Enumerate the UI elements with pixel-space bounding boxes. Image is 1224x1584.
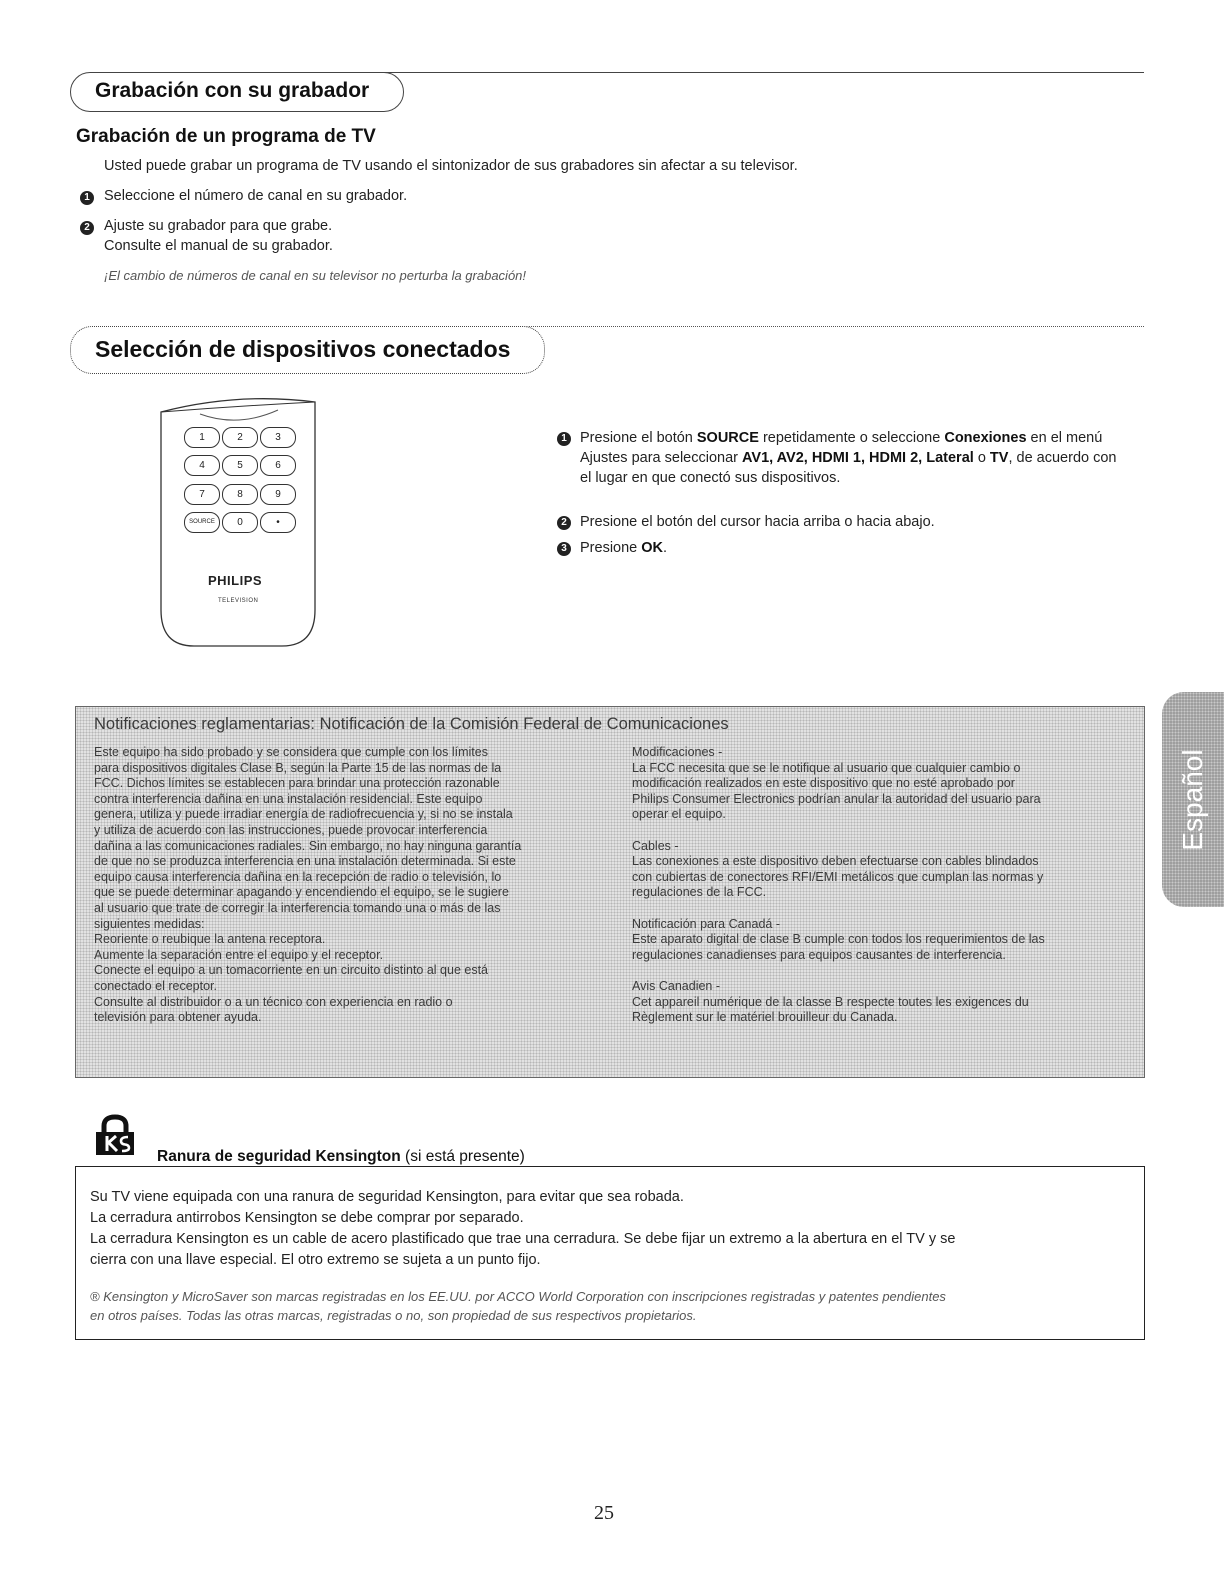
fcc-right-line: La FCC necesita que se le notifique al usuario que cualquier cambio o xyxy=(632,760,1021,775)
fcc-notice-box xyxy=(75,706,1145,1078)
fcc-left-line: de que no se produzca interferencia en una instalación determinada. Si este xyxy=(94,854,516,869)
page-number: 25 xyxy=(594,1502,614,1524)
inputs-keyword: AV1, AV2, HDMI 1, HDMI 2, Lateral xyxy=(742,450,974,466)
fcc-right-column xyxy=(632,745,1132,1026)
fcc-right-line: Modificaciones - xyxy=(632,745,723,759)
kensington-box xyxy=(75,1166,1145,1340)
fcc-right-line: modificación realizados en este dispositivo que no esté aprobado por xyxy=(632,776,1015,791)
remote-key-4: 4 xyxy=(184,455,220,476)
fcc-left-line: televisión para obtener ayuda. xyxy=(94,1010,262,1025)
fcc-left-line: y utiliza de acuerdo con las instrucciones, puede provocar interferencia xyxy=(94,822,488,837)
kensington-note-line-2: en otros países. Todas las otras marcas, registradas o no, son propiedad de sus respectivos propietarios. xyxy=(90,1308,697,1323)
fcc-right-line: Avis Canadien - xyxy=(632,978,721,993)
fcc-right-line: Cet appareil numérique de la classe B respecte toutes les exigences du xyxy=(632,994,1029,1009)
recording-note: ¡El cambio de números de canal en su televisor no perturba la grabación! xyxy=(104,268,527,283)
device-step-3: Presione OK. xyxy=(580,540,668,556)
language-side-tab xyxy=(1162,692,1224,907)
conexiones-keyword: Conexiones xyxy=(944,430,1027,446)
device-step-2: Presione el botón del cursor hacia arriba o hacia abajo. xyxy=(580,514,935,530)
kensington-line-3: La cerradura Kensington es un cable de acero plastificado que trae una cerradura. Se debe fijar un extremo a la abertura en el TV y se xyxy=(90,1231,956,1247)
fcc-left-line: Aumente la separación entre el equipo y el receptor. xyxy=(94,947,384,962)
remote-brand: PHILIPS xyxy=(208,573,263,588)
step-number-1: 1 xyxy=(80,191,94,205)
fcc-left-line: que se puede determinar apagando y encendiendo el equipo, se le sugiere xyxy=(94,885,509,900)
recording-step-1: Seleccione el número de canal en su grabador. xyxy=(104,188,408,204)
fcc-right-line: Philips Consumer Electronics podrían anular la autoridad del usuario para xyxy=(632,791,1041,806)
fcc-right-line: regulaciones canadienses para equipos causantes de interferencia. xyxy=(632,947,1006,962)
section-title-devices: Selección de dispositivos conectados xyxy=(70,326,545,374)
remote-key-source: SOURCE xyxy=(184,512,220,533)
fcc-right-line: operar el equipo. xyxy=(632,807,726,822)
fcc-right-line: Cables - xyxy=(632,838,679,853)
fcc-right-line: Este aparato digital de clase B cumple con todos los requerimientos de las xyxy=(632,932,1045,947)
fcc-right-line: con cubiertas de conectores RFI/EMI metálicos que cumplan las normas y xyxy=(632,869,1044,884)
fcc-left-line: equipo causa interferencia dañina en la recepción de radio o televisión, lo xyxy=(94,869,502,884)
fcc-right-line: Notificación para Canadá - xyxy=(632,916,780,931)
device-step-number-2: 2 xyxy=(557,516,571,530)
fcc-left-column xyxy=(94,745,614,1026)
remote-key-1: 1 xyxy=(184,427,220,448)
remote-key-6: 6 xyxy=(260,455,296,476)
ok-keyword: OK xyxy=(641,540,664,556)
remote-control-illustration xyxy=(160,398,316,648)
fcc-left-line: Reoriente o reubique la antena receptora. xyxy=(94,932,326,947)
remote-key-9: 9 xyxy=(260,484,296,505)
fcc-left-line: Consulte al distribuidor o a un técnico con experiencia en radio o xyxy=(94,994,453,1009)
fcc-left-line: FCC. Dichos límites se establecen para brindar una protección razonable xyxy=(94,776,500,791)
fcc-right-line: regulaciones de la FCC. xyxy=(632,885,767,900)
remote-key-dot: • xyxy=(260,512,296,533)
tv-keyword: TV xyxy=(989,450,1009,466)
remote-key-0: 0 xyxy=(222,512,258,533)
fcc-left-line: Conecte el equipo a un tomacorriente en un circuito distinto al que está xyxy=(94,963,488,978)
fcc-right-line: Las conexiones a este dispositivo deben efectuarse con cables blindados xyxy=(632,854,1039,869)
fcc-left-line: genera, utiliza y puede irradiar energía de radiofrecuencia y, si no se instala xyxy=(94,807,513,822)
remote-key-3: 3 xyxy=(260,427,296,448)
recording-intro: Usted puede grabar un programa de TV usando el sintonizador de sus grabadores sin afectar a su televisor. xyxy=(104,158,798,174)
remote-key-8: 8 xyxy=(222,484,258,505)
fcc-gap xyxy=(632,823,1132,839)
language-side-tab-label: Español xyxy=(1177,748,1208,851)
fcc-title: Notificaciones reglamentarias: Notificación de la Comisión Federal de Comunicaciones xyxy=(94,715,729,733)
remote-key-7: 7 xyxy=(184,484,220,505)
remote-brand-sub: TELEVISION xyxy=(218,598,259,604)
fcc-gap xyxy=(632,901,1132,917)
fcc-left-line: al usuario que trate de corregir la interferencia tomando una o más de las xyxy=(94,900,501,915)
fcc-left-line: para dispositivos digitales Clase B, según la Parte 15 de las normas de la xyxy=(94,760,502,775)
device-step-1: Presione el botón SOURCE repetidamente o seleccione Conexiones en el menú Ajustes para seleccionar AV1, AV2, HDMI 1, HDMI 2, Lateral o TV, de acuerdo con el lugar en que conectó sus dispositivos. xyxy=(580,430,1117,486)
device-step-number-1: 1 xyxy=(557,432,571,446)
device-step-number-3: 3 xyxy=(557,542,571,556)
fcc-gap xyxy=(632,963,1132,979)
step-number-2: 2 xyxy=(80,221,94,235)
fcc-left-line: Este equipo ha sido probado y se considera que cumple con los límites xyxy=(94,745,488,759)
fcc-left-line: contra interferencia dañina en una instalación residencial. Este equipo xyxy=(94,791,483,806)
remote-key-5: 5 xyxy=(222,455,258,476)
recording-step-2-line-2: Consulte el manual de su grabador. xyxy=(104,238,333,254)
fcc-left-line: conectado el receptor. xyxy=(94,978,217,993)
kensington-lock-icon xyxy=(94,1114,136,1156)
kensington-line-1: Su TV viene equipada con una ranura de seguridad Kensington, para evitar que sea robada. xyxy=(90,1189,684,1205)
heading-record-program: Grabación de un programa de TV xyxy=(76,126,376,147)
source-keyword: SOURCE xyxy=(696,430,759,446)
kensington-title: Ranura de seguridad Kensington (si está presente) xyxy=(157,1148,525,1165)
fcc-left-line: siguientes medidas: xyxy=(94,916,205,931)
section-title-recording: Grabación con su grabador xyxy=(70,72,404,112)
kensington-line-2: La cerradura antirrobos Kensington se debe comprar por separado. xyxy=(90,1210,524,1226)
fcc-right-line: Règlement sur le matériel brouilleur du Canada. xyxy=(632,1010,898,1025)
kensington-note-line-1: ® Kensington y MicroSaver son marcas registradas en los EE.UU. por ACCO World Corporation con inscripciones registradas y patentes pendientes xyxy=(90,1289,946,1304)
kensington-line-4: cierra con una llave especial. El otro extremo se sujeta a un punto fijo. xyxy=(90,1252,541,1268)
recording-step-2-line-1: Ajuste su grabador para que grabe. xyxy=(104,218,333,234)
remote-key-2: 2 xyxy=(222,427,258,448)
fcc-left-line: dañina a las comunicaciones radiales. Sin embargo, no hay ninguna garantía xyxy=(94,838,522,853)
